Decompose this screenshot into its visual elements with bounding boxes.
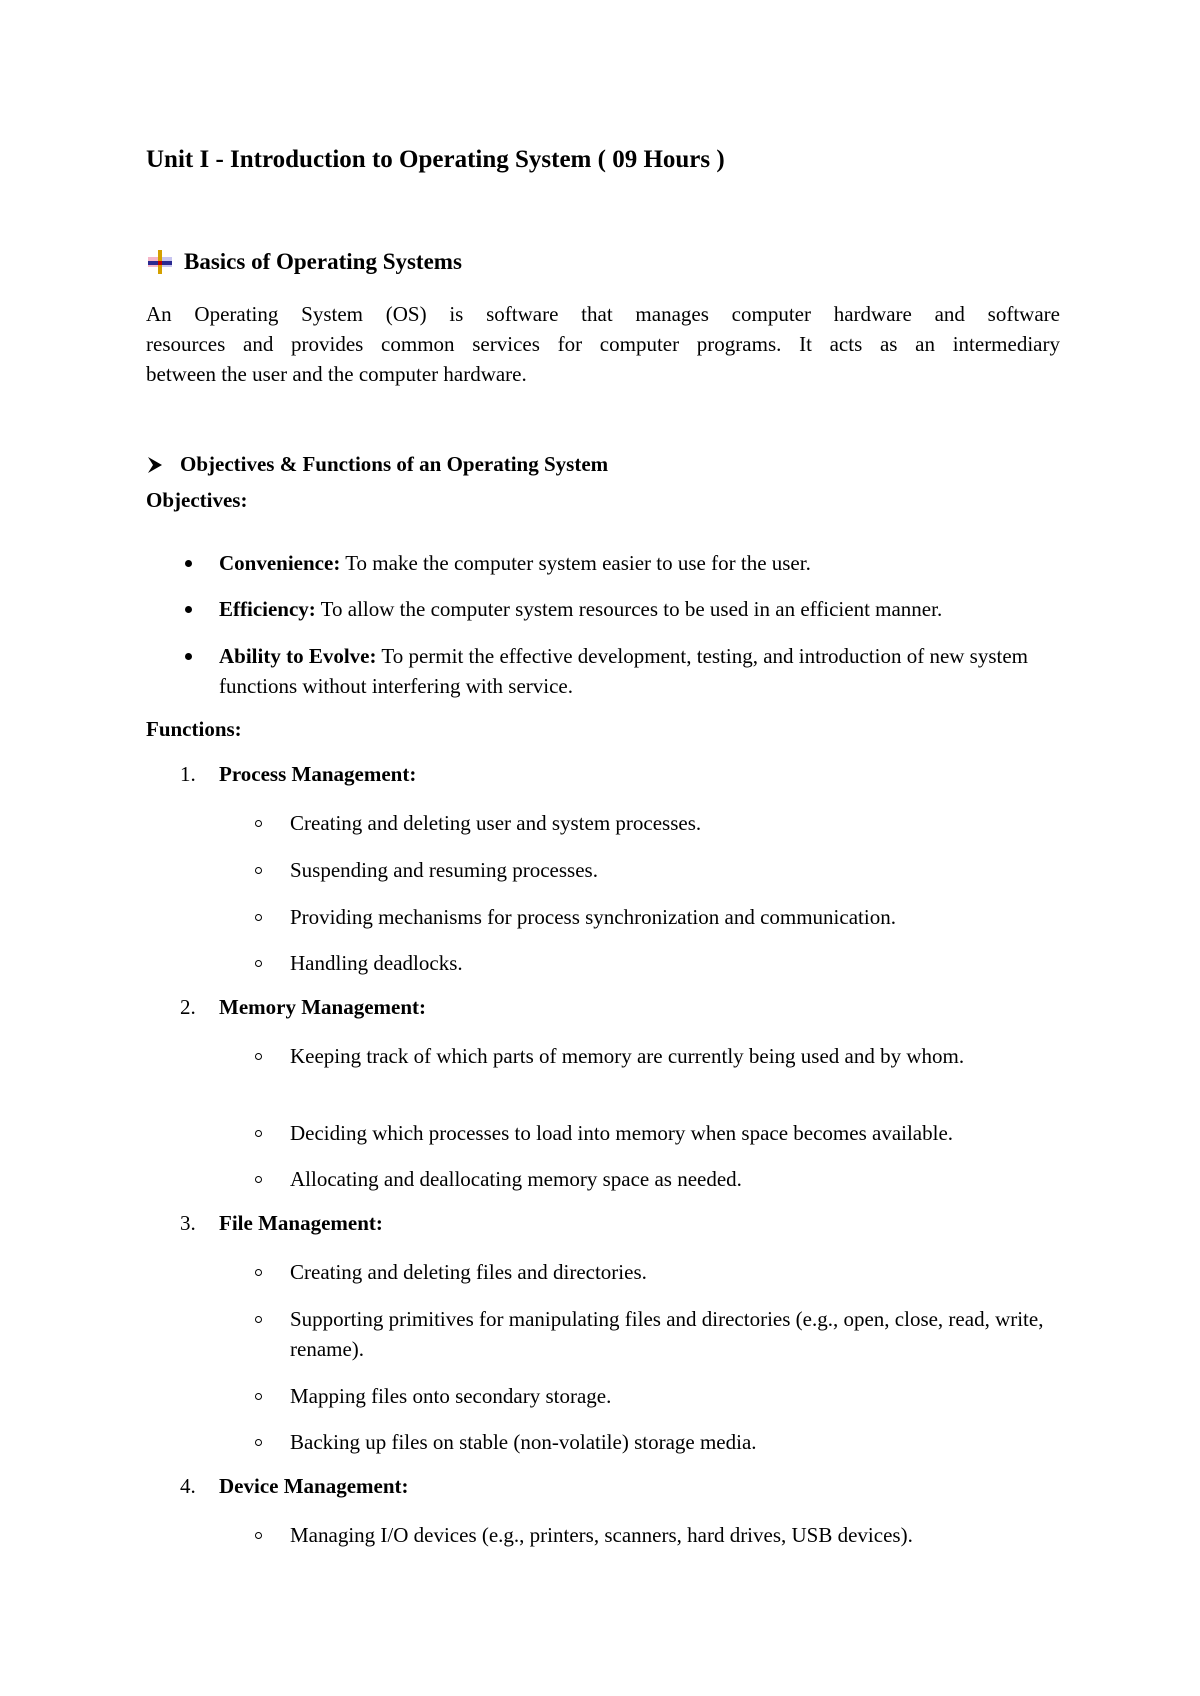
numbered-item [180,1474,409,1499]
page-title: Unit I - Introduction to Operating System ( 09 Hours ) [146,146,725,173]
intro-line: An Operating System (OS) is software that manages computer hardware and software [146,302,1060,326]
document-page: Unit I - Introduction to Operating System ( 09 Hours ) Basics of Operating Systems An Operating System (OS) is software that manages computer hardware and software resources and provides common services for computer programs. It acts as an intermediary between the user and the computer hardware. Objectives & Functions of an Operating System Objectives: Convenience: To make the computer system easier to use for the user. Efficiency: To allow the computer system resources to be used in an efficient manner. Ability to Evolve: To permit the effective development, testing, and introduction of new system functions without interfering with service. Functions: 1. Process Management: Creating and deleting user and system processes. Suspending and resuming processes. Providing mechanisms for process synchronization and communication. Handling deadlocks. 2. Memory Management: Keeping track of which parts of memory are currently being used and by whom. Deciding which processes to load into memory when space becomes available. Allocating and deallocating memory space as needed. 3. File Management: Creating and deleting files and directories. Supporting primitives for manipulating files and directories (e.g., open, close, read, write, rename). Mapping files onto secondary storage. Backing up files on stable (non-volatile) storage media. 4. Device Management: Managing I/O devices (e.g., printers, scanners, hard drives, USB devices). [146,146,1060,1547]
subsection-heading [146,452,608,477]
numbered-item [180,995,426,1020]
section-heading [146,249,462,275]
functions-label: Functions: [146,717,242,741]
bullet-icon [185,560,192,567]
objective-text: To make the computer system easier to use for the user. [340,551,811,575]
objective-term: Convenience: [219,551,341,575]
intro-paragraph [146,299,1060,389]
circle-bullet-icon [255,1269,262,1276]
circle-bullet-icon [255,1053,262,1060]
function-label: Device Management: [219,1474,409,1498]
objectives-label: Objectives: [146,488,248,512]
numbered-item [180,762,416,787]
objective-text: To allow the computer system resources to be used in an efficient manner. [315,597,943,621]
function-label: Process Management: [219,762,417,786]
circle-bullet-icon [255,1439,262,1446]
function-label: File Management: [219,1211,383,1235]
objective-term: Ability to Evolve: [219,644,377,668]
pin-icon [146,249,174,275]
circle-bullet-icon [255,1316,262,1323]
circle-bullet-icon [255,960,262,967]
arrow-right-icon [146,456,164,474]
intro-line: between the user and the computer hardware. [146,362,527,386]
circle-bullet-icon [255,1176,262,1183]
bullet-icon [185,606,192,613]
subsection-heading-text: Objectives & Functions of an Operating System [180,452,609,476]
item-number: 1. [180,762,196,786]
circle-bullet-icon [255,914,262,921]
function-label: Memory Management: [219,995,427,1019]
intro-line: resources and provides common services for computer programs. It acts as an intermediary [146,332,1060,356]
item-number: 2. [180,995,196,1019]
item-number: 4. [180,1474,196,1498]
item-number: 3. [180,1211,196,1235]
bullet-icon [185,653,192,660]
circle-bullet-icon [255,1532,262,1539]
objective-term: Efficiency: [219,597,316,621]
circle-bullet-icon [255,820,262,827]
objective-text: To permit the effective development, testing, and introduction of new system functions without interfering with service. [219,644,1029,698]
numbered-item [180,1211,383,1236]
circle-bullet-icon [255,1393,262,1400]
section-heading-text: Basics of Operating Systems [184,249,462,274]
circle-bullet-icon [255,867,262,874]
circle-bullet-icon [255,1130,262,1137]
